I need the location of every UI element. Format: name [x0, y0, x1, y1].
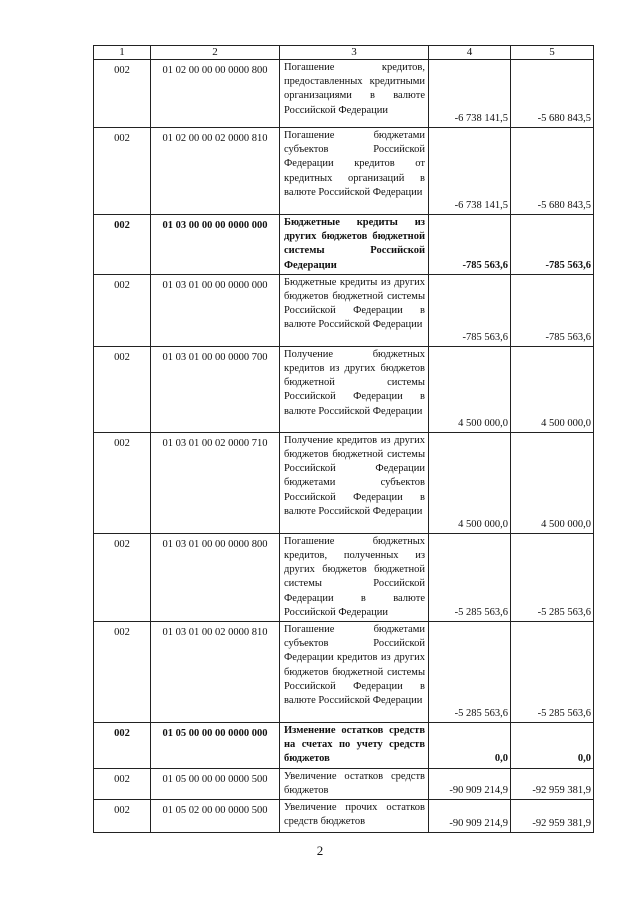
budget-sources-table — [93, 45, 594, 833]
row-code: 002 — [94, 723, 151, 769]
table-row — [94, 533, 594, 621]
row-value-year-1: -6 738 141,5 — [429, 60, 511, 128]
row-kbk-code: 01 05 00 00 00 0000 000 — [151, 723, 280, 769]
table-row — [94, 723, 594, 769]
row-value-year-1: -5 285 563,6 — [429, 533, 511, 621]
table-row — [94, 346, 594, 432]
row-value-year-2: -5 680 843,5 — [511, 60, 594, 128]
row-kbk-code: 01 03 01 00 02 0000 810 — [151, 622, 280, 723]
row-code: 002 — [94, 432, 151, 533]
row-code: 002 — [94, 60, 151, 128]
row-value-year-2: -5 680 843,5 — [511, 128, 594, 215]
row-value-year-1: -90 909 214,9 — [429, 800, 511, 833]
row-code: 002 — [94, 768, 151, 799]
row-kbk-code: 01 03 01 00 00 0000 700 — [151, 346, 280, 432]
row-code: 002 — [94, 274, 151, 346]
row-name: Погашение бюджетами субъектов Российской Федерации кредитов от кредитных организаций в валюте Российской Федерации — [280, 128, 429, 215]
row-code: 002 — [94, 128, 151, 215]
row-value-year-1: -785 563,6 — [429, 215, 511, 275]
row-value-year-1: -90 909 214,9 — [429, 768, 511, 799]
row-kbk-code: 01 05 00 00 00 0000 500 — [151, 768, 280, 799]
table-row — [94, 215, 594, 275]
row-name: Увеличение остатков средств бюджетов — [280, 768, 429, 799]
header-col-5: 5 — [511, 46, 594, 60]
row-value-year-2: -785 563,6 — [511, 215, 594, 275]
row-kbk-code: 01 03 01 00 00 0000 800 — [151, 533, 280, 621]
row-name: Погашение бюджетных кредитов, полученных из других бюджетов бюджетной системы Российской Федерации в валюте Российской Федерации — [280, 533, 429, 621]
table-row — [94, 768, 594, 799]
table-row — [94, 800, 594, 833]
row-value-year-2: -92 959 381,9 — [511, 800, 594, 833]
row-value-year-2: -785 563,6 — [511, 274, 594, 346]
table-row — [94, 622, 594, 723]
row-code: 002 — [94, 800, 151, 833]
row-value-year-2: -5 285 563,6 — [511, 533, 594, 621]
table-row — [94, 432, 594, 533]
row-code: 002 — [94, 622, 151, 723]
row-kbk-code: 01 03 01 00 00 0000 000 — [151, 274, 280, 346]
row-value-year-1: -6 738 141,5 — [429, 128, 511, 215]
row-name: Получение кредитов из других бюджетов бюджетной системы Российской Федерации бюджетами субъектов Российской Федерации в валюте Российской Федерации — [280, 432, 429, 533]
header-col-3: 3 — [280, 46, 429, 60]
header-col-1: 1 — [94, 46, 151, 60]
table-row — [94, 128, 594, 215]
header-row — [94, 46, 594, 60]
row-name: Погашение кредитов, предоставленных кредитными организациями в валюте Российской Федерации — [280, 60, 429, 128]
table-row — [94, 60, 594, 128]
row-value-year-2: 4 500 000,0 — [511, 346, 594, 432]
row-kbk-code: 01 02 00 00 02 0000 810 — [151, 128, 280, 215]
row-value-year-1: 4 500 000,0 — [429, 346, 511, 432]
header-col-4: 4 — [429, 46, 511, 60]
row-value-year-1: -5 285 563,6 — [429, 622, 511, 723]
row-name: Увеличение прочих остатков средств бюджетов — [280, 800, 429, 833]
row-kbk-code: 01 03 01 00 02 0000 710 — [151, 432, 280, 533]
row-name: Погашение бюджетами субъектов Российской Федерации кредитов из других бюджетов бюджетной системы Российской Федерации в валюте Российской Федерации — [280, 622, 429, 723]
row-value-year-1: 4 500 000,0 — [429, 432, 511, 533]
row-code: 002 — [94, 346, 151, 432]
header-col-2: 2 — [151, 46, 280, 60]
row-value-year-2: 0,0 — [511, 723, 594, 769]
row-value-year-2: -5 285 563,6 — [511, 622, 594, 723]
row-value-year-2: -92 959 381,9 — [511, 768, 594, 799]
row-name: Бюджетные кредиты из других бюджетов бюджетной системы Российской Федерации в валюте Российской Федерации — [280, 274, 429, 346]
row-value-year-2: 4 500 000,0 — [511, 432, 594, 533]
row-name: Бюджетные кредиты из других бюджетов бюджетной системы Российской Федерации — [280, 215, 429, 275]
row-code: 002 — [94, 533, 151, 621]
row-name: Получение бюджетных кредитов из других бюджетов бюджетной системы Российской Федерации в валюте Российской Федерации — [280, 346, 429, 432]
row-kbk-code: 01 05 02 00 00 0000 500 — [151, 800, 280, 833]
row-code: 002 — [94, 215, 151, 275]
row-kbk-code: 01 03 00 00 00 0000 000 — [151, 215, 280, 275]
page-number: 2 — [316, 843, 324, 858]
row-kbk-code: 01 02 00 00 00 0000 800 — [151, 60, 280, 128]
table-row — [94, 274, 594, 346]
row-name: Изменение остатков средств на счетах по учету средств бюджетов — [280, 723, 429, 769]
row-value-year-1: -785 563,6 — [429, 274, 511, 346]
row-value-year-1: 0,0 — [429, 723, 511, 769]
